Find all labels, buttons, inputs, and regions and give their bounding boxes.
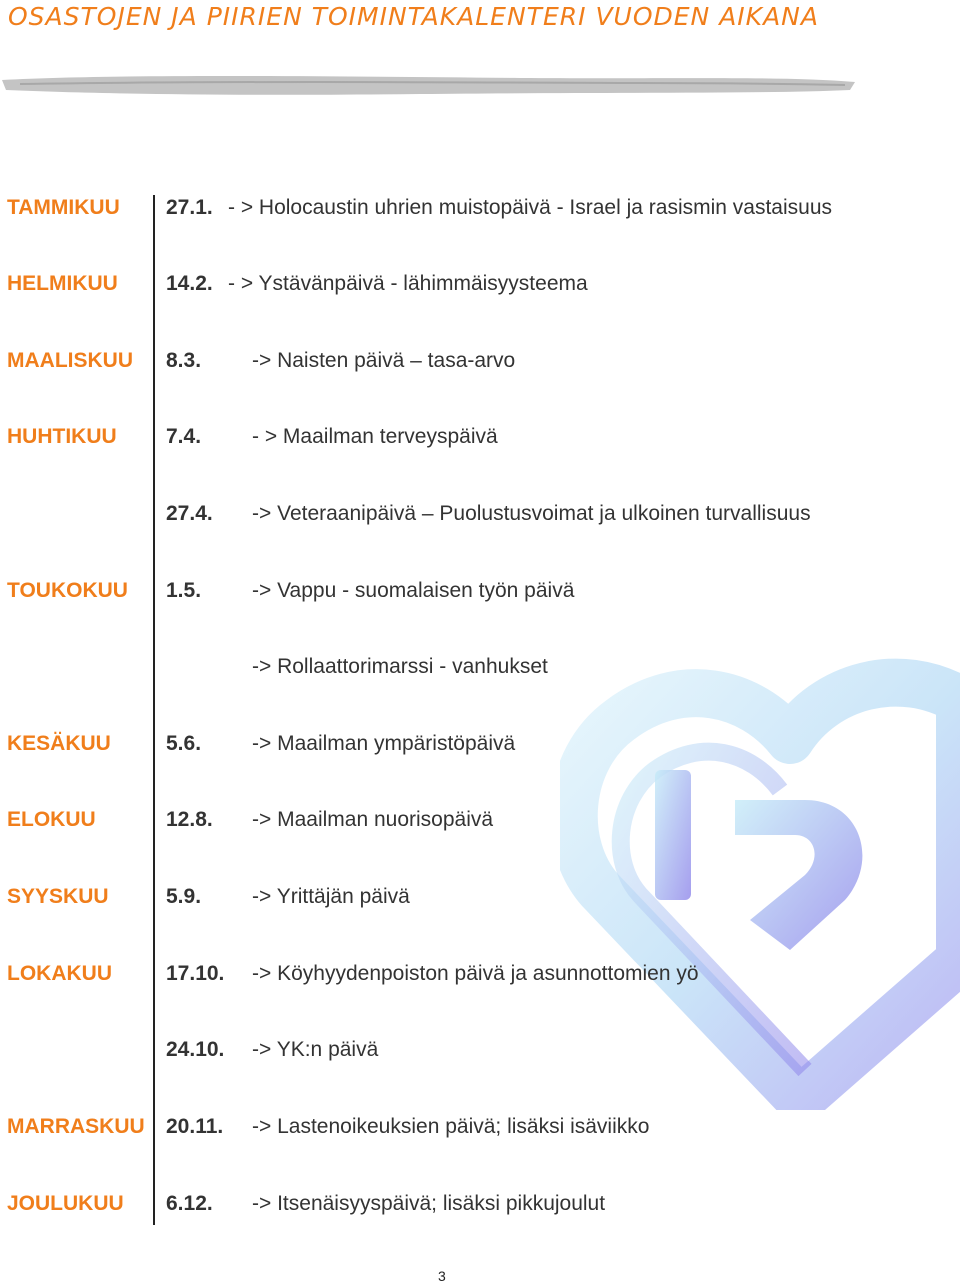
event-date: 1.5. (166, 579, 202, 602)
event-date: 7.4. (166, 425, 202, 448)
calendar-row-huhtikuu (0, 425, 960, 455)
event-description: -> Lastenoikeuksien päivä; lisäksi isäviikko (252, 1115, 650, 1138)
event-description: -> YK:n päivä (252, 1038, 379, 1061)
calendar-row-lokakuu (0, 962, 960, 992)
calendar-row-huhtikuu-2 (0, 502, 960, 532)
event-description: - > Ystävänpäivä - lähimmäisyysteema (228, 272, 588, 295)
calendar-row-syyskuu (0, 885, 960, 915)
calendar-row-marraskuu (0, 1115, 960, 1145)
event-description: -> Köyhyydenpoiston päivä ja asunnottomien yö (252, 962, 699, 985)
month-label: ELOKUU (7, 808, 96, 831)
calendar-row-kesakuu (0, 732, 960, 762)
event-date: 27.1. (166, 196, 213, 219)
event-description: -> Rollaattorimarssi - vanhukset (252, 655, 548, 678)
event-date: 20.11. (166, 1115, 224, 1138)
event-date: 5.9. (166, 885, 202, 908)
calendar-row-joulukuu (0, 1192, 960, 1222)
calendar-row-elokuu (0, 808, 960, 838)
event-date: 12.8. (166, 808, 213, 831)
month-label: TOUKOKUU (7, 579, 128, 602)
calendar-row-tammikuu (0, 196, 960, 226)
month-label: MARRASKUU (7, 1115, 145, 1138)
event-date: 6.12. (166, 1192, 213, 1215)
page-number: 3 (438, 1268, 446, 1284)
month-label: SYYSKUU (7, 885, 109, 908)
calendar-row-maaliskuu (0, 349, 960, 379)
event-description: -> Yrittäjän päivä (252, 885, 410, 908)
calendar-row-toukokuu (0, 579, 960, 609)
calendar-row-helmikuu (0, 272, 960, 302)
event-description: -> Vappu - suomalaisen työn päivä (252, 579, 575, 602)
event-description: -> Veteraanipäivä – Puolustusvoimat ja ulkoinen turvallisuus (252, 502, 811, 525)
event-date: 27.4. (166, 502, 213, 525)
event-date: 17.10. (166, 962, 225, 985)
month-label: MAALISKUU (7, 349, 133, 372)
event-date: 5.6. (166, 732, 202, 755)
month-label: HELMIKUU (7, 272, 118, 295)
month-label: JOULUKUU (7, 1192, 124, 1215)
month-label: HUHTIKUU (7, 425, 117, 448)
event-description: - > Holocaustin uhrien muistopäivä - Israel ja rasismin vastaisuus (228, 196, 833, 219)
event-description: -> Naisten päivä – tasa-arvo (252, 349, 516, 372)
page-title: OSASTOJEN JA PIIRIEN TOIMINTAKALENTERI VUODEN AIKANA (8, 2, 819, 31)
calendar-row-toukokuu-2 (0, 655, 960, 685)
event-date: 8.3. (166, 349, 202, 372)
month-label: LOKAKUU (7, 962, 112, 985)
brush-stroke-divider (0, 70, 860, 100)
event-description: -> Maailman ympäristöpäivä (252, 732, 516, 755)
event-description: - > Maailman terveyspäivä (252, 425, 498, 448)
month-label: KESÄKUU (7, 732, 111, 755)
month-label: TAMMIKUU (7, 196, 120, 219)
event-date: 14.2. (166, 272, 213, 295)
event-description: -> Itsenäisyyspäivä; lisäksi pikkujoulut (252, 1192, 606, 1215)
calendar-row-lokakuu-2 (0, 1038, 960, 1068)
event-date: 24.10. (166, 1038, 225, 1061)
event-description: -> Maailman nuorisopäivä (252, 808, 494, 831)
